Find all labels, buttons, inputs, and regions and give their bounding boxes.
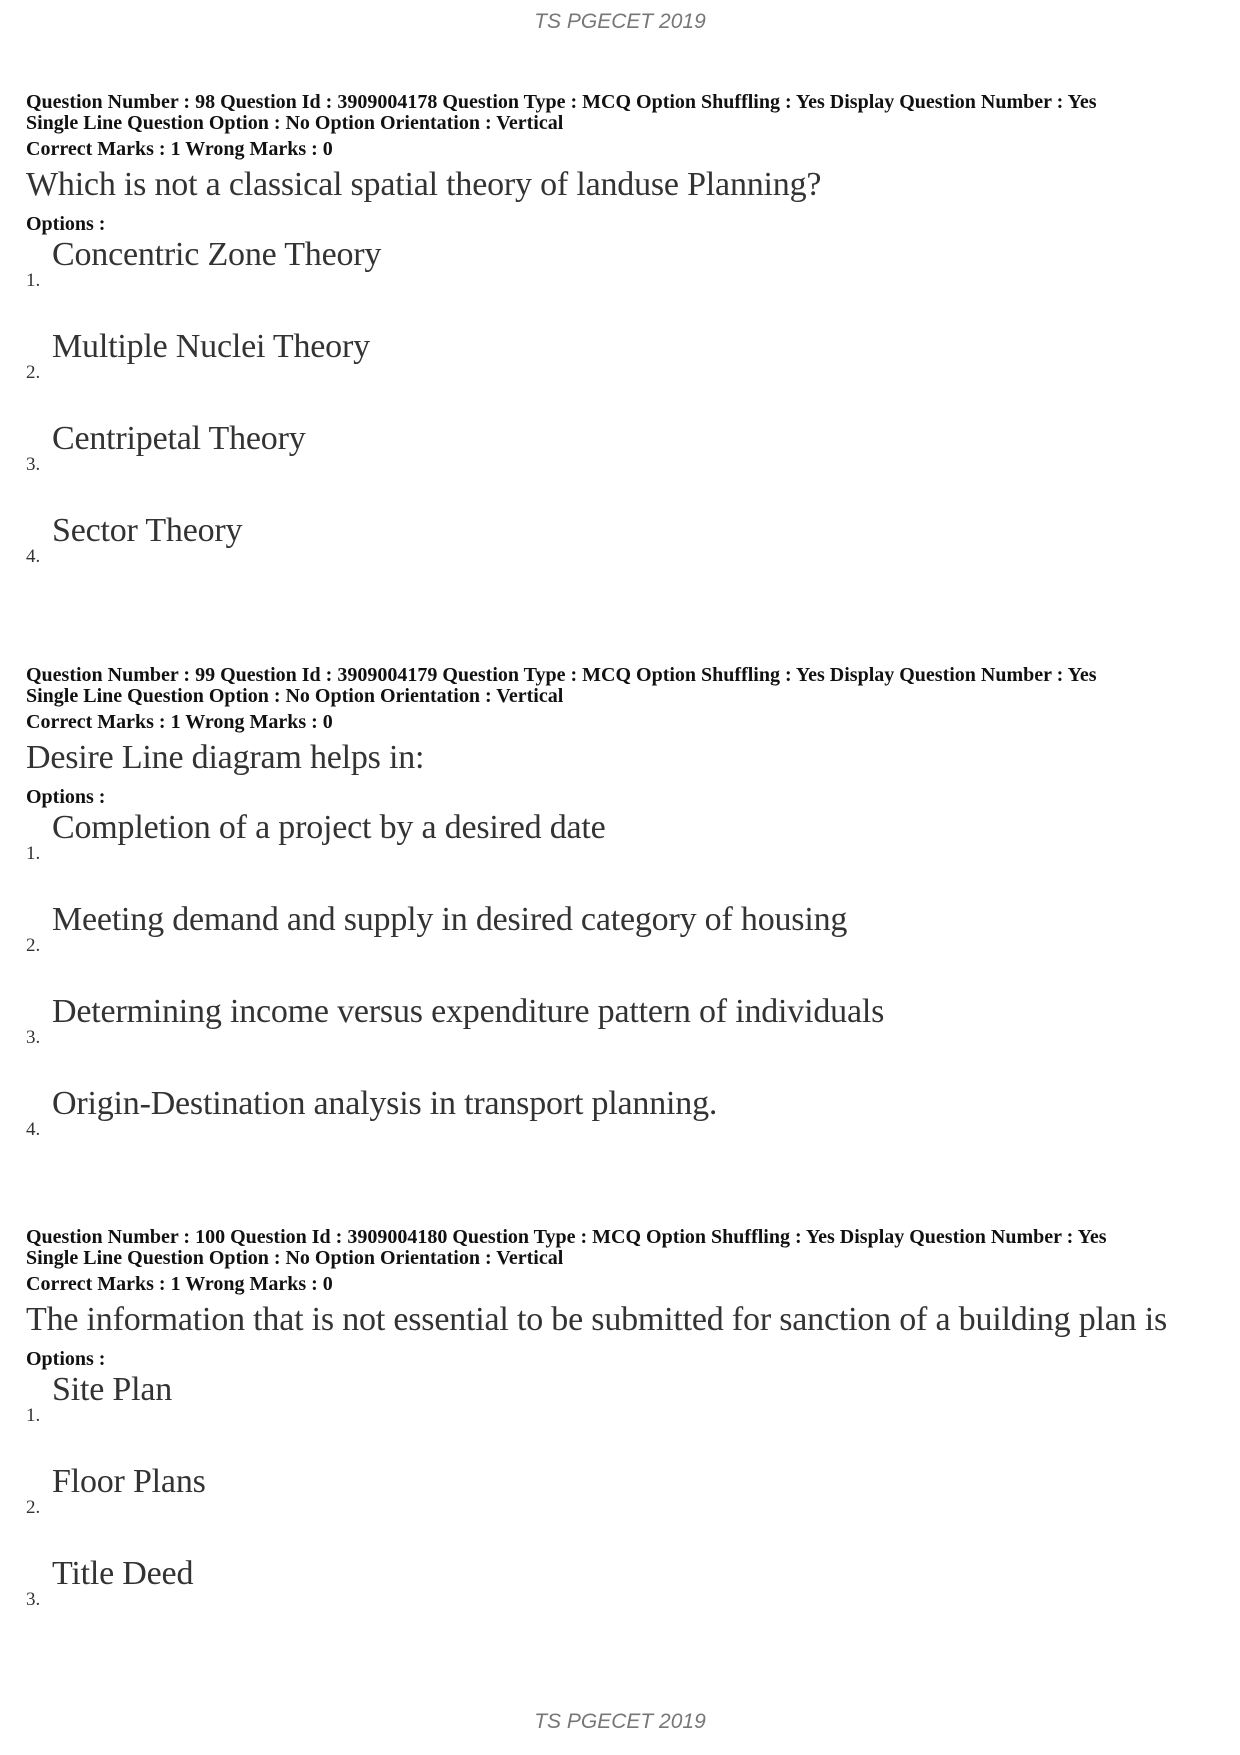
question-marks: Correct Marks : 1 Wrong Marks : 0 [26, 1273, 333, 1295]
option-number: 2. [26, 935, 41, 956]
question-marks: Correct Marks : 1 Wrong Marks : 0 [26, 138, 333, 160]
option-number: 2. [26, 362, 41, 383]
option-text: Title Deed [52, 1555, 194, 1592]
option-number: 1. [26, 843, 41, 864]
option-text: Sector Theory [52, 512, 243, 549]
page-header: TS PGECET 2019 [534, 10, 706, 33]
option-text: Concentric Zone Theory [52, 236, 382, 273]
question-meta-line2: Single Line Question Option : No Option Orientation : Vertical [26, 112, 564, 134]
option-text: Completion of a project by a desired date [52, 809, 606, 846]
option-text: Multiple Nuclei Theory [52, 328, 370, 365]
option-item [26, 809, 1216, 901]
option-number: 3. [26, 1589, 41, 1610]
option-item [26, 512, 1216, 604]
option-text: Origin-Destination analysis in transport planning. [52, 1085, 718, 1122]
option-item [26, 328, 1216, 420]
options-label: Options : [26, 1348, 106, 1370]
option-text: Centripetal Theory [52, 420, 306, 457]
question-text: Desire Line diagram helps in: [26, 739, 425, 776]
question-block-99 [26, 665, 1216, 1177]
option-number: 4. [26, 1119, 41, 1140]
options-label: Options : [26, 786, 106, 808]
option-text: Floor Plans [52, 1463, 206, 1500]
question-block-98 [26, 92, 1216, 604]
option-item [26, 1463, 1216, 1555]
question-meta-line1: Question Number : 98 Question Id : 3909004178 Question Type : MCQ Option Shuffling : Yes Display Question Number : Yes [26, 91, 1097, 113]
option-number: 2. [26, 1497, 41, 1518]
page-footer: TS PGECET 2019 [534, 1710, 706, 1733]
question-meta-line2: Single Line Question Option : No Option Orientation : Vertical [26, 685, 564, 707]
options-list [26, 1371, 1216, 1647]
option-item [26, 236, 1216, 328]
options-list [26, 236, 1216, 604]
question-marks: Correct Marks : 1 Wrong Marks : 0 [26, 711, 333, 733]
option-item [26, 901, 1216, 993]
option-number: 1. [26, 270, 41, 291]
option-number: 3. [26, 454, 41, 475]
option-item [26, 993, 1216, 1085]
option-text: Meeting demand and supply in desired category of housing [52, 901, 848, 938]
question-meta-line1: Question Number : 99 Question Id : 3909004179 Question Type : MCQ Option Shuffling : Yes Display Question Number : Yes [26, 664, 1097, 686]
question-meta-line2: Single Line Question Option : No Option Orientation : Vertical [26, 1247, 564, 1269]
option-text: Determining income versus expenditure pattern of individuals [52, 993, 885, 1030]
options-list [26, 809, 1216, 1177]
option-number: 3. [26, 1027, 41, 1048]
question-text: The information that is not essential to be submitted for sanction of a building plan is [26, 1301, 1168, 1338]
question-meta-line1: Question Number : 100 Question Id : 3909004180 Question Type : MCQ Option Shuffling : Yes Display Question Number : Yes [26, 1226, 1107, 1248]
option-item [26, 1555, 1216, 1647]
option-item [26, 1371, 1216, 1463]
option-item [26, 1085, 1216, 1177]
options-label: Options : [26, 213, 106, 235]
option-number: 1. [26, 1405, 41, 1426]
option-item [26, 420, 1216, 512]
question-text: Which is not a classical spatial theory of landuse Planning? [26, 166, 822, 203]
option-text: Site Plan [52, 1371, 173, 1408]
question-block-100 [26, 1227, 1216, 1647]
option-number: 4. [26, 546, 41, 567]
